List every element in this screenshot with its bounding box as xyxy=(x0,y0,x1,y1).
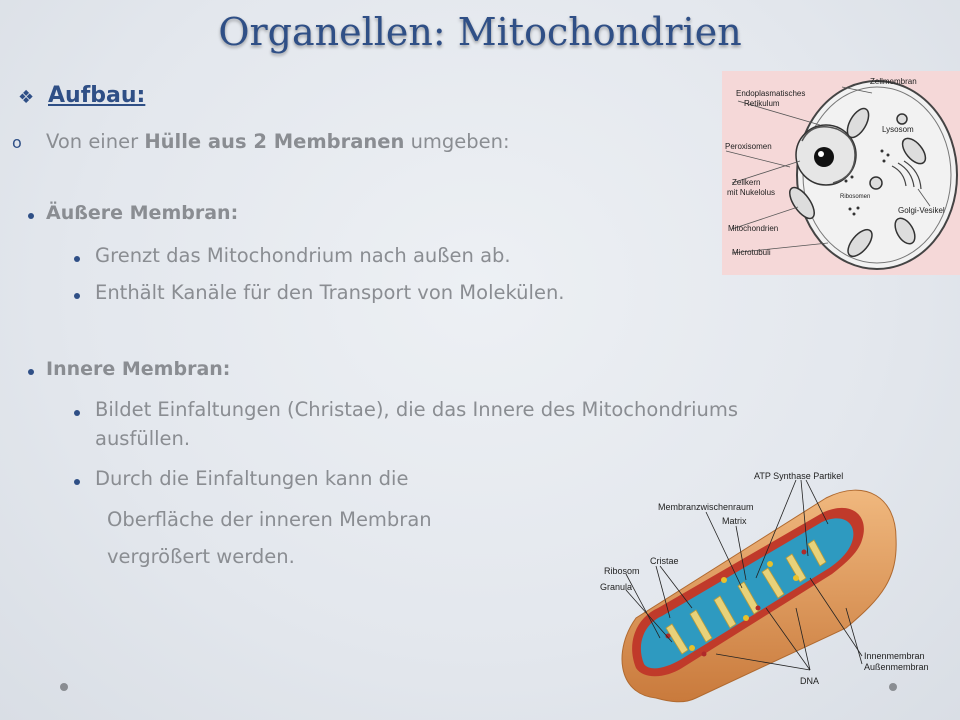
inner-item-1-line-1: Bildet Einfaltungen (Christae), die das Innere des Mitochondriums xyxy=(95,398,739,421)
intro-post: umgeben: xyxy=(404,130,510,153)
label-atp-synthase: ATP Synthase Partikel xyxy=(754,471,844,481)
label-ribosomen: Ribosomen xyxy=(840,194,871,200)
intro-bold: Hülle aus 2 Membranen xyxy=(144,130,405,153)
diamond-bullet-icon: ❖ xyxy=(18,87,35,108)
bullet-dot-icon xyxy=(74,410,80,416)
label-granula: Granula xyxy=(600,582,633,592)
mitochondrion-diagram xyxy=(596,468,929,712)
mitochondrion-diagram-svg xyxy=(596,468,929,712)
label-ribosom: Ribosom xyxy=(604,566,640,576)
label-cristae: Cristae xyxy=(650,556,679,566)
circle-bullet-icon: o xyxy=(12,133,22,152)
label-mitochondrien: Mitochondrien xyxy=(728,224,779,233)
label-zellkern-1: Zellkern xyxy=(732,178,761,187)
label-innenmembran: Innenmembran xyxy=(864,651,925,661)
label-dna: DNA xyxy=(800,676,820,686)
label-membranzwischenraum: Membranzwischenraum xyxy=(658,502,754,512)
label-lysosom: Lysosom xyxy=(882,125,914,134)
label-microtubuli: Microtubuli xyxy=(732,248,771,257)
label-matrix: Matrix xyxy=(722,516,747,526)
bullet-dot-icon xyxy=(28,213,34,219)
bullet-dot-icon xyxy=(74,479,80,485)
inner-item-2-line-2: Oberfläche der inneren Membran xyxy=(107,508,432,531)
outer-item-2: Enthält Kanäle für den Transport von Molekülen. xyxy=(95,281,565,304)
label-er-2: Retikulum xyxy=(744,99,780,108)
section-heading-aufbau: Aufbau: xyxy=(48,83,146,108)
label-er-1: Endoplasmatisches xyxy=(736,89,806,98)
inner-item-2-line-3: vergrößert werden. xyxy=(107,545,295,568)
outer-item-1: Grenzt das Mitochondrium nach außen ab. xyxy=(95,244,511,267)
bullet-dot-icon xyxy=(74,256,80,262)
intro-line xyxy=(46,130,510,153)
inner-item-1-line-2: ausfüllen. xyxy=(95,427,191,450)
bullet-dot-icon xyxy=(74,293,80,299)
inner-item-2-line-1: Durch die Einfaltungen kann die xyxy=(95,467,409,490)
footer-dot-right-icon xyxy=(889,683,897,691)
label-zellmembran: Zellmembran xyxy=(870,77,917,86)
footer-dot-left-icon xyxy=(60,683,68,691)
outer-membrane-heading: Äußere Membran: xyxy=(46,202,239,224)
cell-diagram-svg xyxy=(722,71,960,275)
cell-diagram xyxy=(722,71,960,275)
inner-membrane-heading: Innere Membran: xyxy=(46,358,231,380)
label-peroxisomen: Peroxisomen xyxy=(725,142,772,151)
label-aussenmembran: Außenmembran xyxy=(864,662,929,672)
slide-title: Organellen: Mitochondrien xyxy=(218,10,742,54)
bullet-dot-icon xyxy=(28,369,34,375)
intro-pre: Von einer xyxy=(46,130,145,153)
label-golgi: Golgi-Vesikel xyxy=(898,206,945,215)
label-zellkern-2: mit Nukelolus xyxy=(727,188,776,197)
